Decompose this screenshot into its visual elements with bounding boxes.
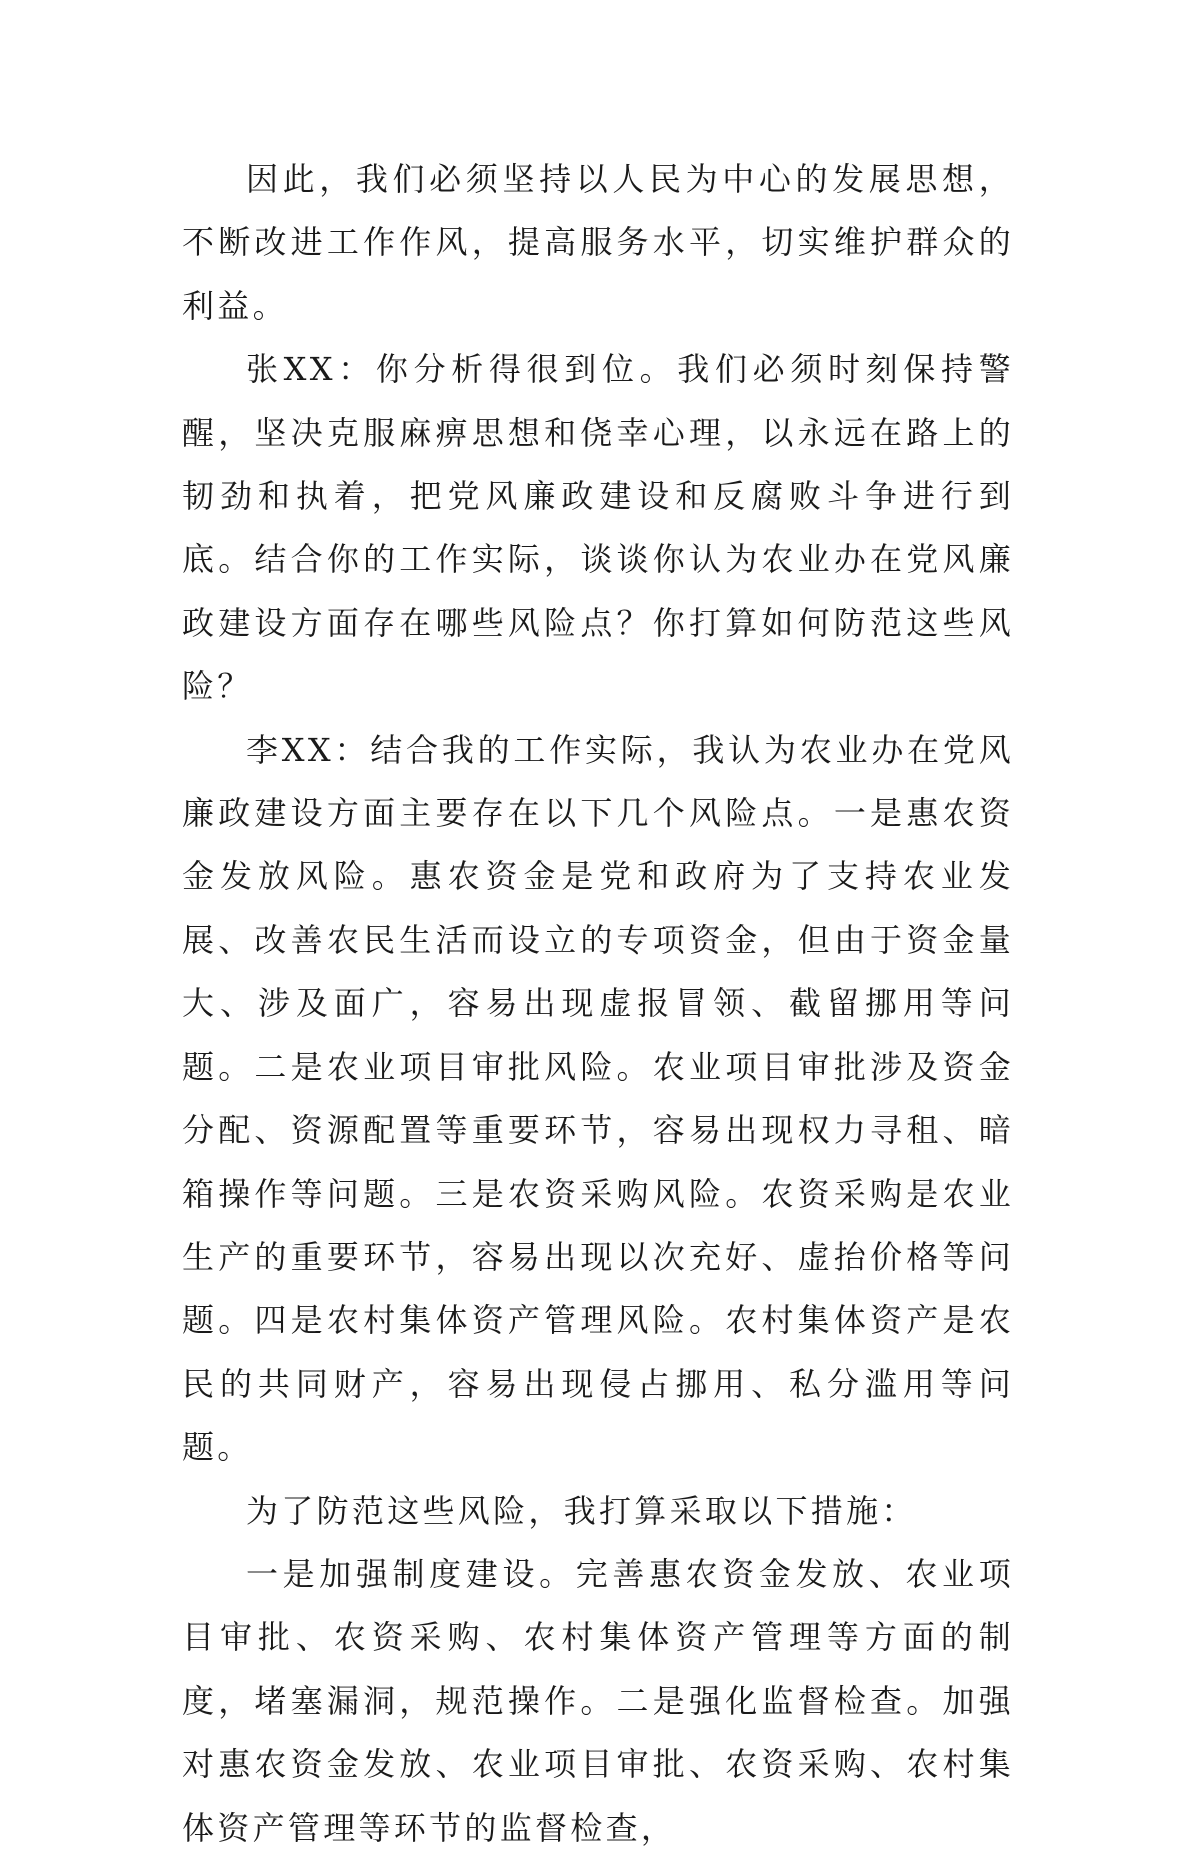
paragraph-li-risk-points: 李XX：结合我的工作实际，我认为农业办在党风廉政建设方面主要存在以下几个风险点。一是惠农资金发放风险。惠农资金是党和政府为了支持农业发展、改善农民生活而设立的专项资金，但由于资金量大、涉及面广，容易出现虚报冒领、截留挪用等问题。二是农业项目审批风险。农业项目审批涉及资金分配、资源配置等重要环节，容易出现权力寻租、暗箱操作等问题。三是农资采购风险。农资采购是农业生产的重要环节，容易出现以次充好、虚抬价格等问题。四是农村集体资产管理风险。农村集体资产是农民的共同财产，容易出现侵占挪用、私分滥用等问题。 xyxy=(182,730,1014,1467)
paragraph-people-centered: 因此，我们必须坚持以人民为中心的发展思想，不断改进工作作风，提高服务水平，切实维护群众的利益。 xyxy=(182,160,1014,325)
document-body xyxy=(182,148,1014,1860)
paragraph-measures-intro: 为了防范这些风险，我打算采取以下措施： xyxy=(246,1491,917,1530)
paragraph-measures-detail: 一是加强制度建设。完善惠农资金发放、农业项目审批、农资采购、农村集体资产管理等方面的制度，堵塞漏洞，规范操作。二是强化监督检查。加强对惠农资金发放、农业项目审批、农资采购、农村集体资产管理等环节的监督检查， xyxy=(182,1554,1014,1847)
paragraph-zhang-question: 张XX：你分析得很到位。我们必须时刻保持警醒，坚决克服麻痹思想和侥幸心理，以永远在路上的韧劲和执着，把党风廉政建设和反腐败斗争进行到底。结合你的工作实际，谈谈你认为农业办在党风廉政建设方面存在哪些风险点？你打算如何防范这些风险？ xyxy=(182,350,1014,706)
